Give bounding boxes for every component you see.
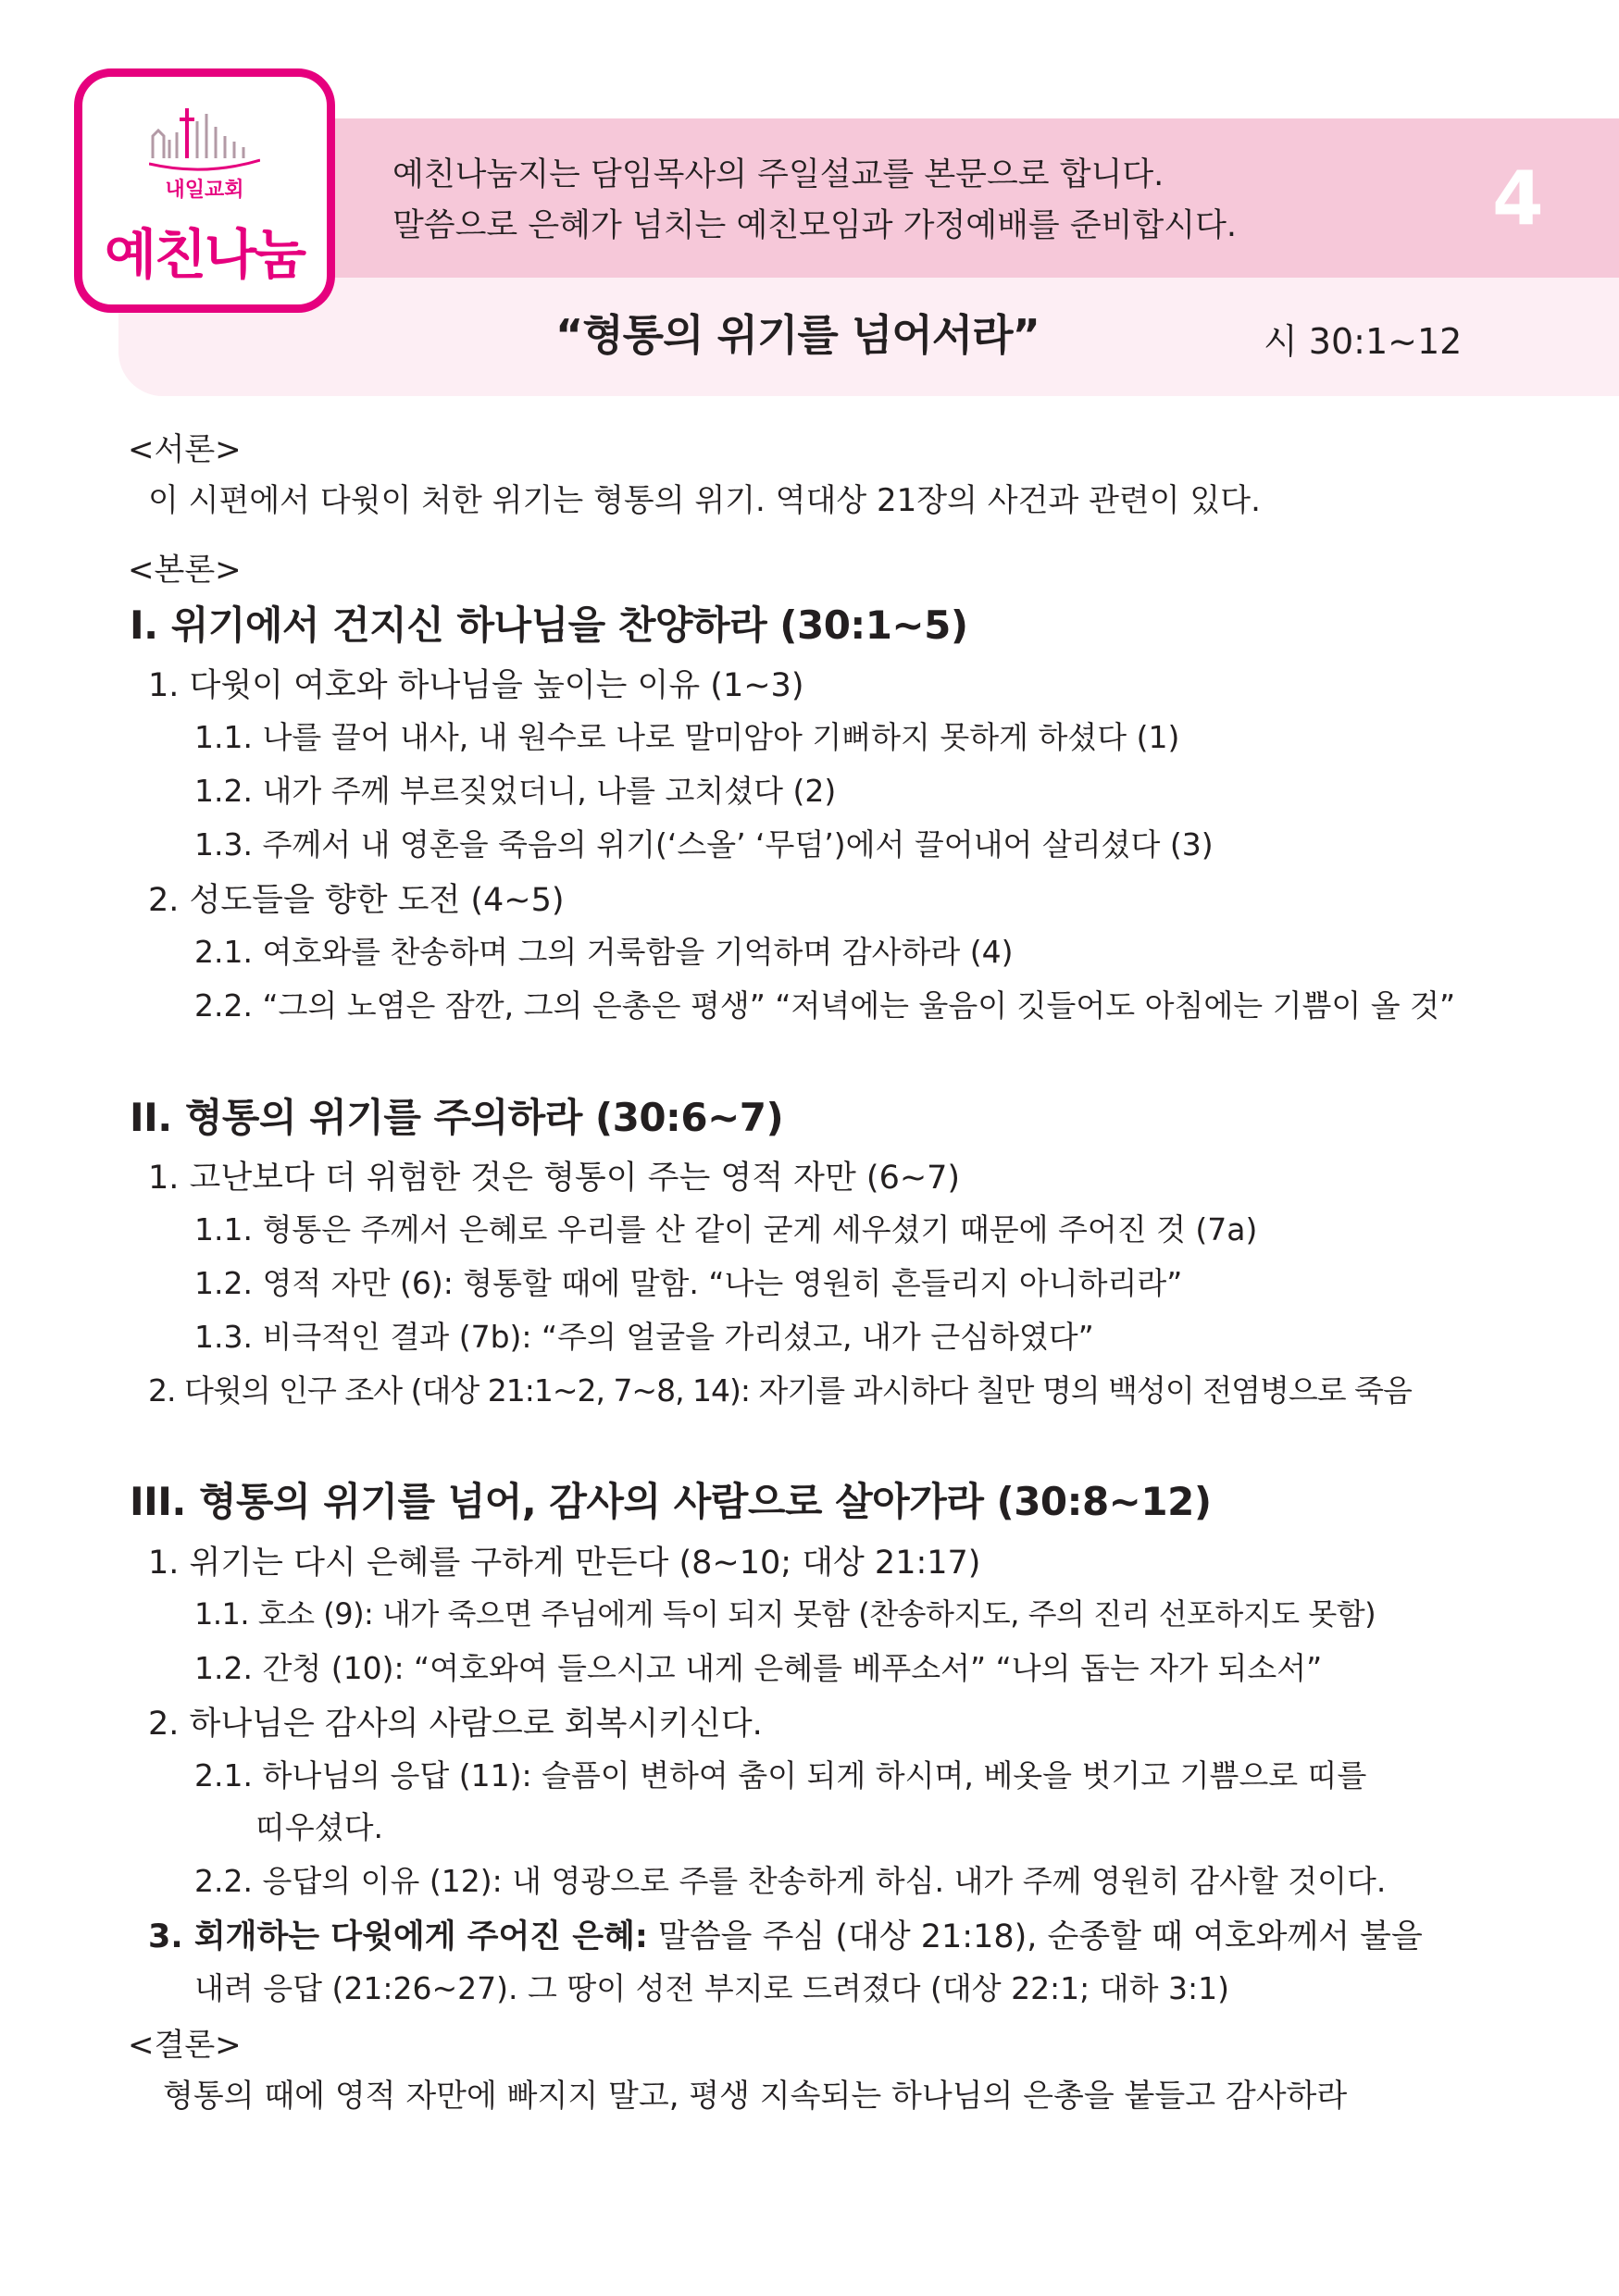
subpoint-1-2-1: 2.1. 여호와를 찬송하며 그의 거룩함을 기억하며 감사하라 (4) <box>194 934 1014 970</box>
point-2-2: 2. 다윗의 인구 조사 (대상 21:1~2, 7~8, 14): 자기를 과시하다 칠만 명의 백성이 전염병으로 죽음 <box>148 1372 1412 1409</box>
point-2-1: 1. 고난보다 더 위험한 것은 형통이 주는 영적 자만 (6~7) <box>148 1160 961 1197</box>
point-3-1: 1. 위기는 다시 은혜를 구하게 만든다 (8~10; 대상 21:17) <box>148 1545 981 1582</box>
section-1-heading: I. 위기에서 건지신 하나님을 찬양하라 (30:1~5) <box>130 602 968 648</box>
body-tag: <본론> <box>128 552 242 589</box>
sermon-title: “형통의 위기를 넘어서라” <box>555 310 1040 360</box>
scripture-reference: 시 30:1~12 <box>1264 321 1463 362</box>
conclusion-tag: <결론> <box>128 2027 242 2064</box>
point-1-2: 2. 성도들을 향한 도전 (4~5) <box>148 882 565 919</box>
section-3-heading: III. 형통의 위기를 넘어, 감사의 사람으로 살아가라 (30:8~12) <box>130 1479 1212 1524</box>
page-number: 4 <box>1492 155 1544 242</box>
church-logo <box>74 68 335 313</box>
point-3-3-continued: 내려 응답 (21:26~27). 그 땅이 성전 부지로 드려졌다 (대상 22:1; 대하 3:1) <box>194 1970 1230 2006</box>
header-intro <box>392 150 1237 252</box>
subpoint-3-1-1: 1.1. 호소 (9): 내가 죽으면 주님에게 득이 되지 못함 (찬송하지도, 주의 진리 선포하지도 못함) <box>194 1596 1376 1632</box>
intro-line-2: 말씀으로 은혜가 넘치는 예친모임과 가정예배를 준비합시다. <box>392 207 1238 244</box>
intro-text: 이 시편에서 다윗이 처한 위기는 형통의 위기. 역대상 21장의 사건과 관련이 있다. <box>148 482 1261 519</box>
church-name: 내일교회 <box>165 179 244 202</box>
conclusion-text: 형통의 때에 영적 자만에 빠지지 말고, 평생 지속되는 하나님의 은총을 붙들고 감사하라 <box>163 2078 1348 2115</box>
intro-line-1: 예친나눔지는 담임목사의 주일설교를 본문으로 합니다. <box>392 156 1164 193</box>
point-3-3-label: 3. 회개하는 다윗에게 주어진 은혜: <box>148 1918 648 1955</box>
section-2-heading: II. 형통의 위기를 주의하라 (30:6~7) <box>130 1095 784 1140</box>
point-3-3 <box>148 1911 1423 1957</box>
church-skyline-icon <box>149 105 260 179</box>
subpoint-3-2-1: 2.1. 하나님의 응답 (11): 슬픔이 변하여 춤이 되게 하시며, 베옷을 벗기고 기쁨으로 띠를 <box>194 1757 1367 1793</box>
subpoint-2-1-2: 1.2. 영적 자만 (6): 형통할 때에 말함. “나는 영원히 흔들리지 아니하리라” <box>194 1265 1183 1301</box>
subpoint-3-2-2: 2.2. 응답의 이유 (12): 내 영광으로 주를 찬송하게 하심. 내가 주께 영원히 감사할 것이다. <box>194 1863 1387 1899</box>
point-3-2: 2. 하나님은 감사의 사람으로 회복시키신다. <box>148 1706 763 1743</box>
subpoint-2-1-3: 1.3. 비극적인 결과 (7b): “주의 얼굴을 가리셨고, 내가 근심하였다” <box>194 1319 1094 1355</box>
intro-tag: <서론> <box>128 431 242 468</box>
subpoint-1-1-2: 1.2. 내가 주께 부르짖었더니, 나를 고치셨다 (2) <box>194 773 837 809</box>
subpoint-3-1-2: 1.2. 간청 (10): “여호와여 들으시고 내게 은혜를 베푸소서” “나의 돕는 자가 되소서” <box>194 1650 1323 1686</box>
subpoint-2-1-1: 1.1. 형통은 주께서 은혜로 우리를 산 같이 굳게 세우셨기 때문에 주어진 것 (7a) <box>194 1211 1258 1247</box>
subpoint-1-1-1: 1.1. 나를 끌어 내사, 내 원수로 나로 말미암아 기뻐하지 못하게 하셨다 (1) <box>194 719 1180 755</box>
publication-title: 예친나눔 <box>104 223 305 286</box>
subpoint-3-2-1-continued: 띠우셨다. <box>255 1809 384 1845</box>
point-1-1: 1. 다윗이 여호와 하나님을 높이는 이유 (1~3) <box>148 667 804 704</box>
subpoint-1-1-3: 1.3. 주께서 내 영혼을 죽음의 위기(‘스올’ ‘무덤’)에서 끌어내어 살리셨다 (3) <box>194 826 1214 863</box>
point-3-3-text: 말씀을 주심 (대상 21:18), 순종할 때 여호와께서 불을 <box>647 1918 1423 1955</box>
subpoint-1-2-2: 2.2. “그의 노염은 잠깐, 그의 은총은 평생” “저녁에는 울음이 깃들어도 아침에는 기쁨이 올 것” <box>194 987 1456 1024</box>
